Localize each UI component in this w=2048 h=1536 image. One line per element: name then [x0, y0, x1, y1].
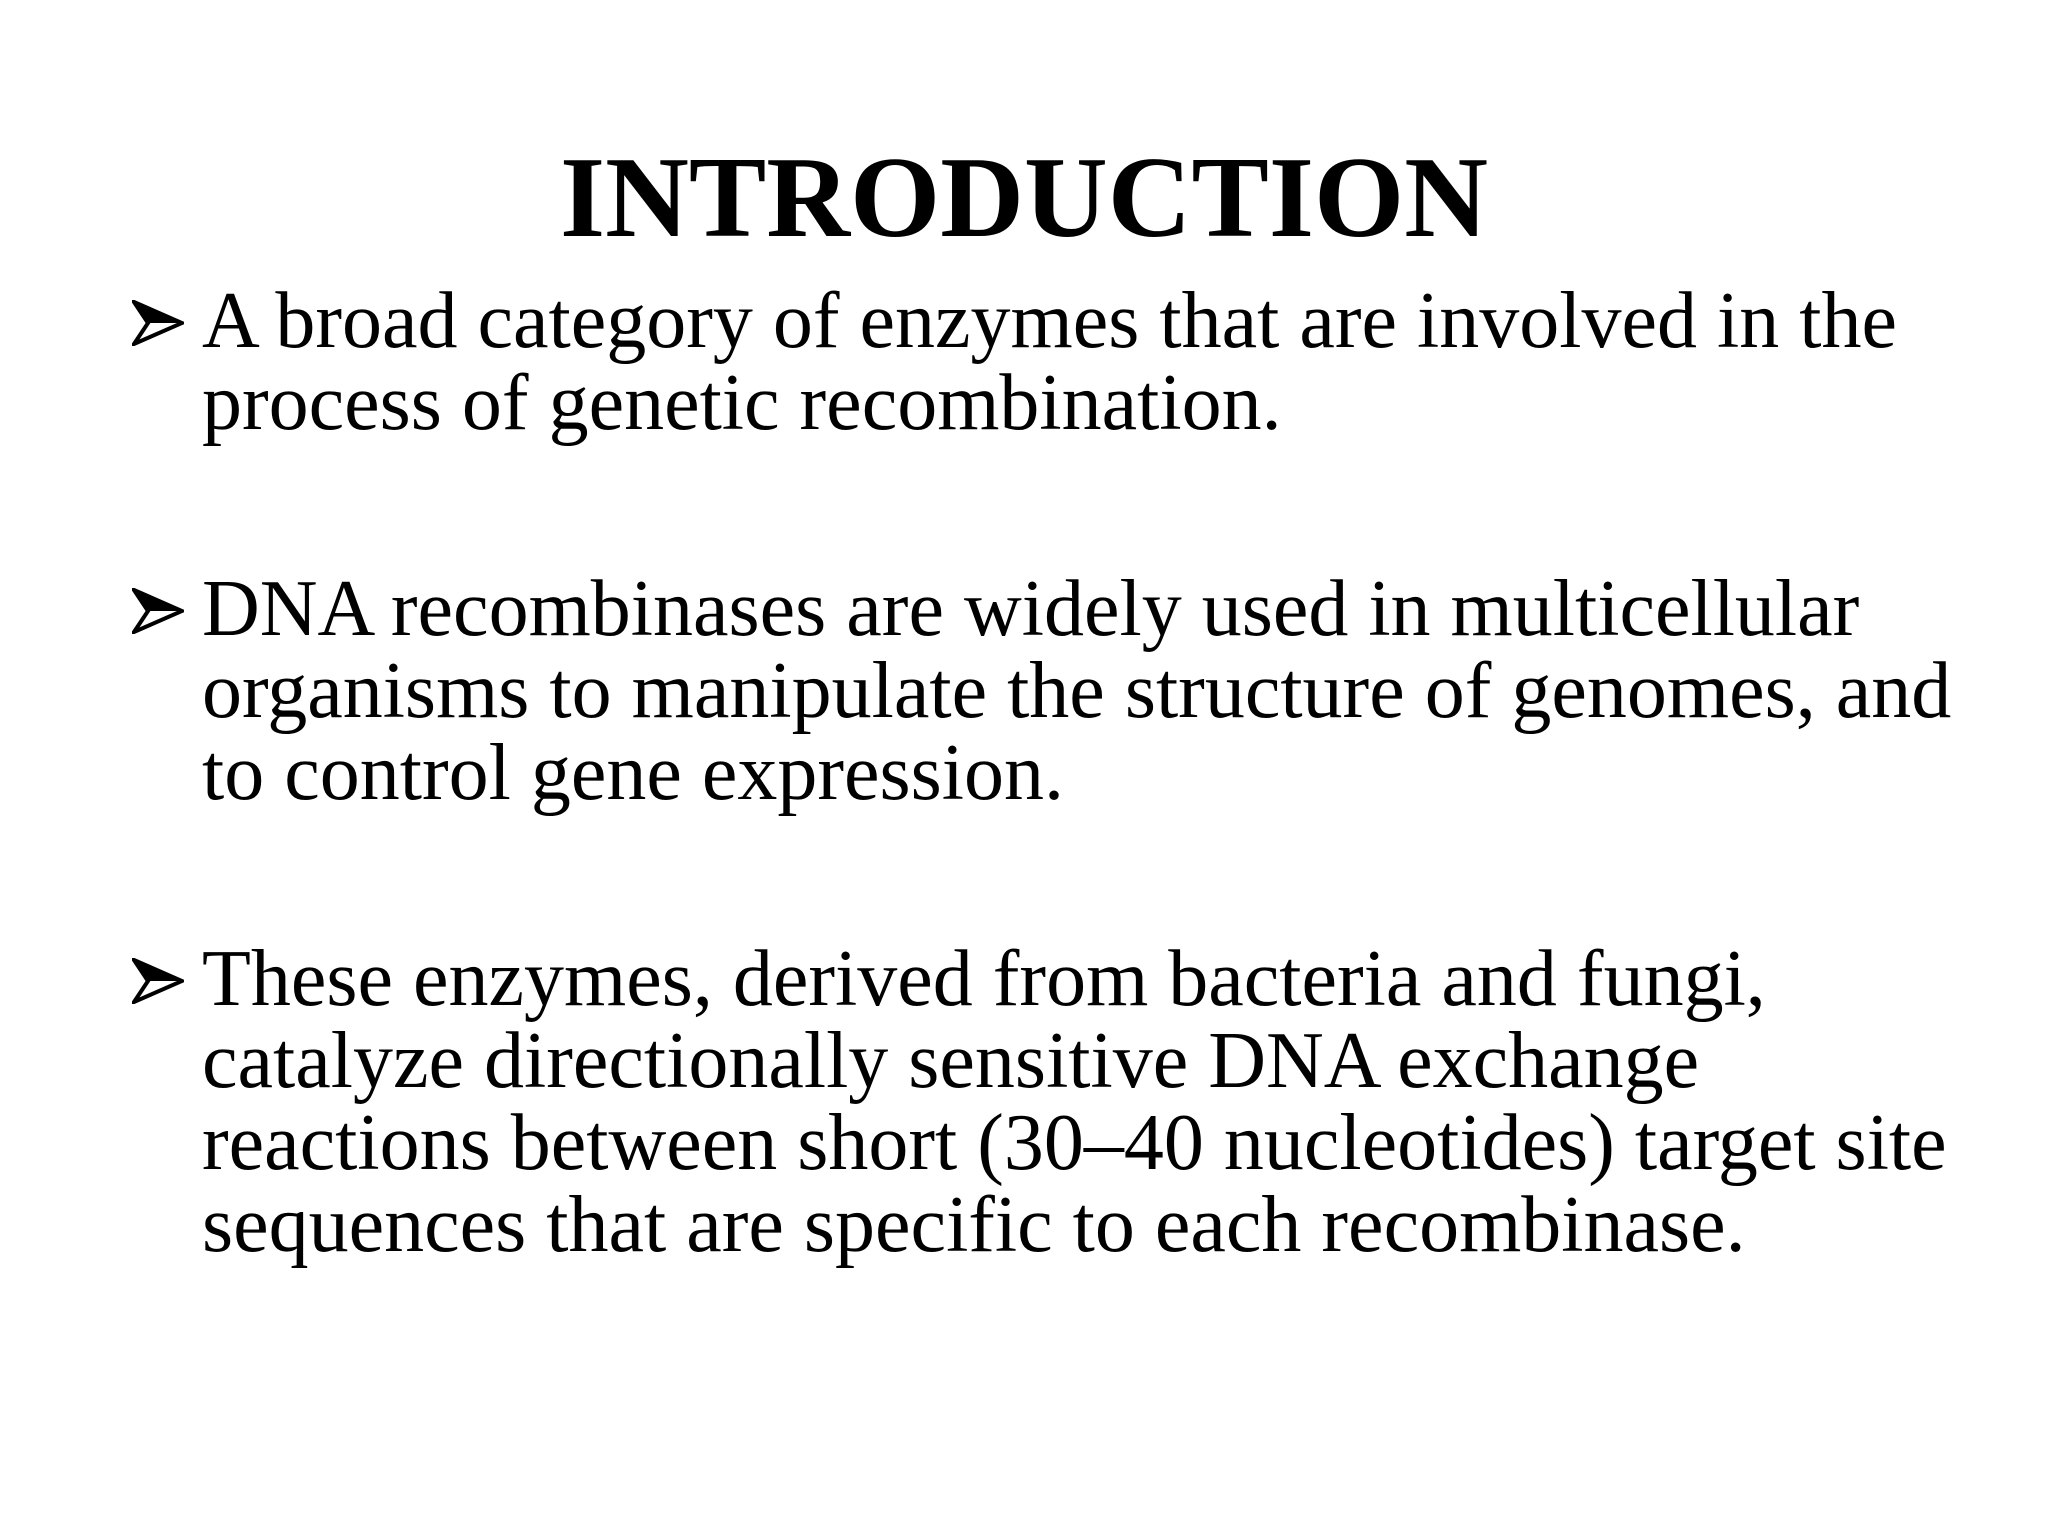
arrowhead-bullet-icon	[132, 958, 184, 1004]
bullet-item	[128, 565, 1968, 817]
bullet-text: DNA recombinases are widely used in multicellular organisms to manipulate the structure of genomes, and to control gene expression.	[202, 565, 1952, 817]
bullet-text: A broad category of enzymes that are involved in the process of genetic recombination.	[202, 277, 1897, 447]
bullet-item	[128, 277, 1968, 447]
slide-title: INTRODUCTION	[559, 134, 1489, 262]
bullet-list	[128, 277, 1968, 1269]
arrowhead-bullet-icon	[132, 300, 184, 346]
bullet-item	[128, 935, 1968, 1269]
arrowhead-bullet-icon	[132, 588, 184, 634]
bullet-text: These enzymes, derived from bacteria and fungi, catalyze directionally sensitive DNA exchange reactions between short (30–40 nucleotides) target site sequences that are specific to each recombinase.	[202, 935, 1947, 1269]
